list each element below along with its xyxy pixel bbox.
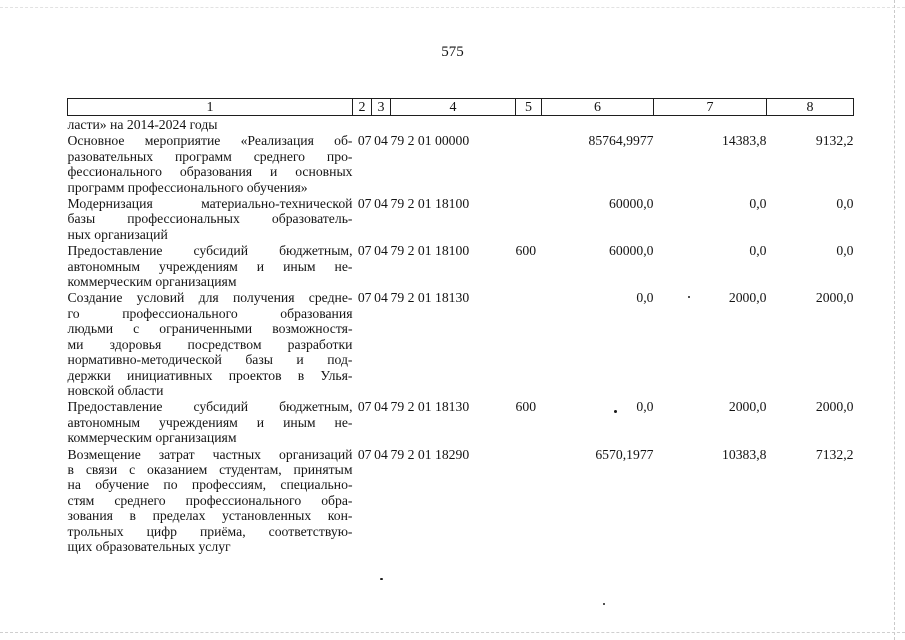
scan-speck xyxy=(380,578,383,580)
description-line: людьми с ограниченными возможностя- xyxy=(67,321,353,337)
table-row xyxy=(68,289,854,398)
scan-speck xyxy=(688,296,690,298)
budget-table xyxy=(67,98,854,554)
row-description xyxy=(68,242,353,289)
amount-column-7: 0,0 xyxy=(749,243,767,259)
description-line: ми здоровья посредством разработки xyxy=(67,336,353,352)
description-line: нормативно-методической базы и под- xyxy=(67,352,353,368)
continuation-row xyxy=(68,116,854,133)
row-description xyxy=(68,446,353,555)
column-header-3: 3 xyxy=(372,99,391,116)
page-number: 575 xyxy=(441,44,464,60)
description-line: коммерческим организациям xyxy=(67,274,237,290)
description-line: Основное мероприятие «Реализация об- xyxy=(67,133,353,149)
description-line: Возмещение затрат частных организаций xyxy=(67,446,353,462)
subsection-code: 04 xyxy=(374,290,388,306)
scan-top-edge xyxy=(0,7,905,9)
description-line: Создание условий для получения средне- xyxy=(67,290,353,306)
column-header-6: 6 xyxy=(542,99,654,116)
description-line: фессионального образования и основных xyxy=(67,164,353,180)
row-description xyxy=(68,195,353,242)
amount-column-6: 60000,0 xyxy=(609,196,654,212)
description-line: Предоставление субсидий бюджетным, xyxy=(67,399,353,415)
expense-type-code xyxy=(516,195,542,242)
amount-column-6: 0,0 xyxy=(636,399,654,415)
description-line: щих образовательных услуг xyxy=(67,538,231,554)
description-line: разовательных программ среднего про- xyxy=(67,148,353,164)
amount-column-8: 0,0 xyxy=(836,196,854,212)
scan-right-edge xyxy=(893,0,895,640)
description-line: коммерческим организациям xyxy=(67,430,237,446)
table-row xyxy=(68,398,854,445)
amount-column-6: 0,0 xyxy=(636,290,654,306)
description-line: Предоставление субсидий бюджетным, xyxy=(67,243,353,259)
description-line: базы профессиональных образователь- xyxy=(67,211,353,227)
amount-column-8: 7132,2 xyxy=(815,446,854,462)
scan-bottom-edge xyxy=(0,632,905,634)
table-row xyxy=(68,446,854,555)
row-description xyxy=(68,289,353,398)
column-header-8: 8 xyxy=(767,99,854,116)
section-code: 07 xyxy=(357,133,372,149)
amount-column-8: 9132,2 xyxy=(815,133,854,149)
target-article-code: 79 2 01 18130 xyxy=(390,290,470,306)
description-line: зования в пределах установленных кон- xyxy=(67,508,353,524)
description-line: го профессионального образования xyxy=(67,305,353,321)
expense-type-code xyxy=(516,132,542,195)
section-code: 07 xyxy=(357,196,372,212)
column-number-row xyxy=(68,99,854,116)
section-code: 07 xyxy=(357,243,372,259)
amount-column-7: 10383,8 xyxy=(722,446,767,462)
column-header-7: 7 xyxy=(654,99,767,116)
continuation-text: ласти» на 2014-2024 годы xyxy=(67,117,218,132)
expense-type-code: 600 xyxy=(515,399,537,415)
description-line: на обучение по профессиям, специально- xyxy=(67,477,353,493)
table-row xyxy=(68,242,854,289)
section-code: 07 xyxy=(357,399,372,415)
subsection-code: 04 xyxy=(374,399,388,415)
amount-column-8: 0,0 xyxy=(836,243,854,259)
row-description xyxy=(68,132,353,195)
target-article-code: 79 2 01 18290 xyxy=(390,446,470,462)
description-line: в связи с оказанием студентам, принятым xyxy=(67,461,353,477)
description-line: программ профессионального обучения» xyxy=(67,179,308,195)
expense-type-code xyxy=(516,289,542,398)
description-line: новской области xyxy=(67,382,164,398)
subsection-code: 04 xyxy=(374,196,388,212)
scan-speck xyxy=(603,603,605,605)
table-row xyxy=(68,195,854,242)
amount-column-6: 6570,1977 xyxy=(595,446,654,462)
section-code: 07 xyxy=(357,290,372,306)
amount-column-7: 14383,8 xyxy=(722,133,767,149)
column-header-1: 1 xyxy=(68,99,353,116)
amount-column-6: 85764,9977 xyxy=(588,133,654,149)
scan-speck xyxy=(614,410,617,413)
amount-column-6: 60000,0 xyxy=(609,243,654,259)
description-line: ных организаций xyxy=(67,226,168,242)
description-line: Модернизация материально-технической xyxy=(67,196,353,212)
amount-column-8: 2000,0 xyxy=(815,290,854,306)
target-article-code: 79 2 01 18130 xyxy=(390,399,470,415)
description-line: стям среднего профессионального обра- xyxy=(67,492,353,508)
description-line: держки инициативных проектов в Улья- xyxy=(67,367,353,383)
column-header-5: 5 xyxy=(516,99,542,116)
row-description xyxy=(68,398,353,445)
amount-column-8: 2000,0 xyxy=(815,399,854,415)
subsection-code: 04 xyxy=(374,446,388,462)
table-row xyxy=(68,132,854,195)
column-header-4: 4 xyxy=(391,99,516,116)
section-code: 07 xyxy=(357,446,372,462)
description-line: автономным учреждениям и иным не- xyxy=(67,414,353,430)
amount-column-7: 2000,0 xyxy=(728,399,767,415)
subsection-code: 04 xyxy=(374,243,388,259)
target-article-code: 79 2 01 18100 xyxy=(390,196,470,212)
amount-column-7: 0,0 xyxy=(749,196,767,212)
expense-type-code xyxy=(516,446,542,555)
target-article-code: 79 2 01 00000 xyxy=(390,133,470,149)
column-header-2: 2 xyxy=(353,99,372,116)
amount-column-7: 2000,0 xyxy=(728,290,767,306)
target-article-code: 79 2 01 18100 xyxy=(390,243,470,259)
description-line: автономным учреждениям и иным не- xyxy=(67,258,353,274)
subsection-code: 04 xyxy=(374,133,388,149)
expense-type-code: 600 xyxy=(515,243,537,259)
description-line: трольных цифр приёма, соответствую- xyxy=(67,523,353,539)
